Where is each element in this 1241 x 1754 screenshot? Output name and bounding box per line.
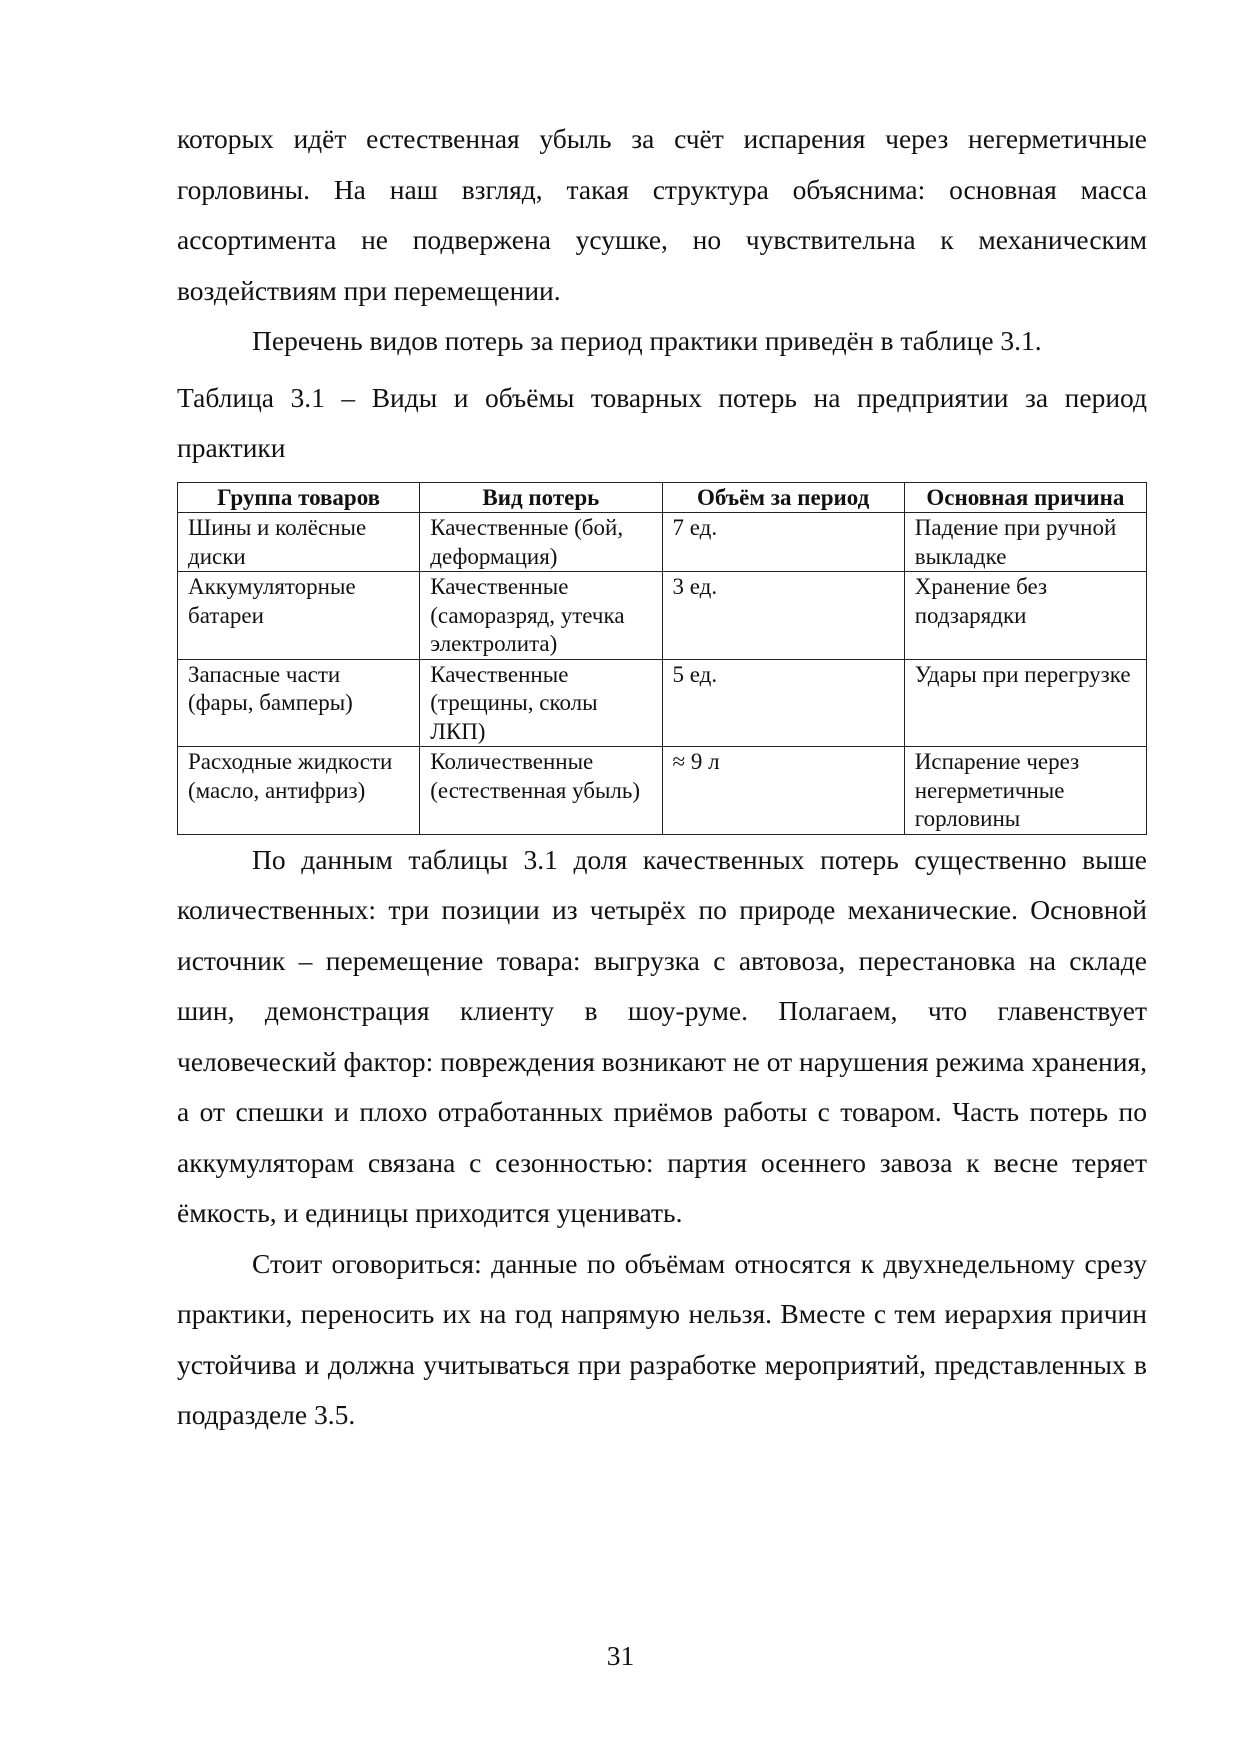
cell-loss-type: Качественные (бой, деформация) bbox=[420, 513, 662, 572]
paragraph-caveat: Стоит оговориться: данные по объёмам относятся к двухнедельному срезу практики, переносить их на год напрямую нельзя. Вместе с тем иерархия причин устойчива и должна учитываться при разработке мероприятий, представленных в подразделе 3.5. bbox=[177, 1247, 1147, 1430]
losses-table bbox=[177, 482, 1147, 835]
table-caption: Таблица 3.1 – Виды и объёмы товарных потерь на предприятии за период практики bbox=[177, 381, 1147, 463]
cell-volume: ≈ 9 л bbox=[662, 747, 904, 835]
paragraph-table-intro: Перечень видов потерь за период практики приведён в таблице 3.1. bbox=[252, 325, 1042, 356]
header-product-group: Группа товаров bbox=[178, 482, 420, 513]
paragraph-continuation: которых идёт естественная убыль за счёт испарения через негерметичные горловины. На наш взгляд, такая структура объяснима: основная масса ассортимента не подвержена усушке, но чувствительна к механическим воздействиям при перемещении. bbox=[177, 123, 1147, 306]
table-row bbox=[178, 572, 1147, 660]
page-number: 31 bbox=[606, 1640, 635, 1671]
table-row bbox=[178, 513, 1147, 572]
cell-product-group: Шины и колёсные диски bbox=[178, 513, 420, 572]
cell-product-group: Расходные жидкости (масло, антифриз) bbox=[178, 747, 420, 835]
cell-loss-type: Качественные (трещины, сколы ЛКП) bbox=[420, 659, 662, 747]
cell-main-cause: Падение при ручной выкладке bbox=[904, 513, 1146, 572]
cell-product-group: Аккумуляторные батареи bbox=[178, 572, 420, 660]
cell-product-group: Запасные части (фары, бамперы) bbox=[178, 659, 420, 747]
document-page bbox=[177, 114, 1147, 1441]
header-volume: Объём за период bbox=[662, 482, 904, 513]
table-header-row bbox=[178, 482, 1147, 513]
header-main-cause: Основная причина bbox=[904, 482, 1146, 513]
cell-volume: 7 ед. bbox=[662, 513, 904, 572]
cell-loss-type: Качественные (саморазряд, утечка электролита) bbox=[420, 572, 662, 660]
paragraph-analysis: По данным таблицы 3.1 доля качественных потерь существенно выше количественных: три позиции из четырёх по природе механические. Основной источник – перемещение товара: выгрузка с автовоза, перестановка на складе шин, демонстрация клиенту в шоу-руме. Полагаем, что главенствует человеческий фактор: повреждения возникают не от нарушения режима хранения, а от спешки и плохо отработанных приёмов работы с товаром. Часть потерь по аккумуляторам связана с сезонностью: партия осеннего завоза к весне теряет ёмкость, и единицы приходится уценивать. bbox=[177, 843, 1147, 1228]
cell-main-cause: Испарение через негерметичные горловины bbox=[904, 747, 1146, 835]
table-row bbox=[178, 659, 1147, 747]
cell-main-cause: Хранение без подзарядки bbox=[904, 572, 1146, 660]
header-loss-type: Вид потерь bbox=[420, 482, 662, 513]
cell-volume: 5 ед. bbox=[662, 659, 904, 747]
cell-volume: 3 ед. bbox=[662, 572, 904, 660]
table-row bbox=[178, 747, 1147, 835]
cell-loss-type: Количественные (естественная убыль) bbox=[420, 747, 662, 835]
cell-main-cause: Удары при перегрузке bbox=[904, 659, 1146, 747]
